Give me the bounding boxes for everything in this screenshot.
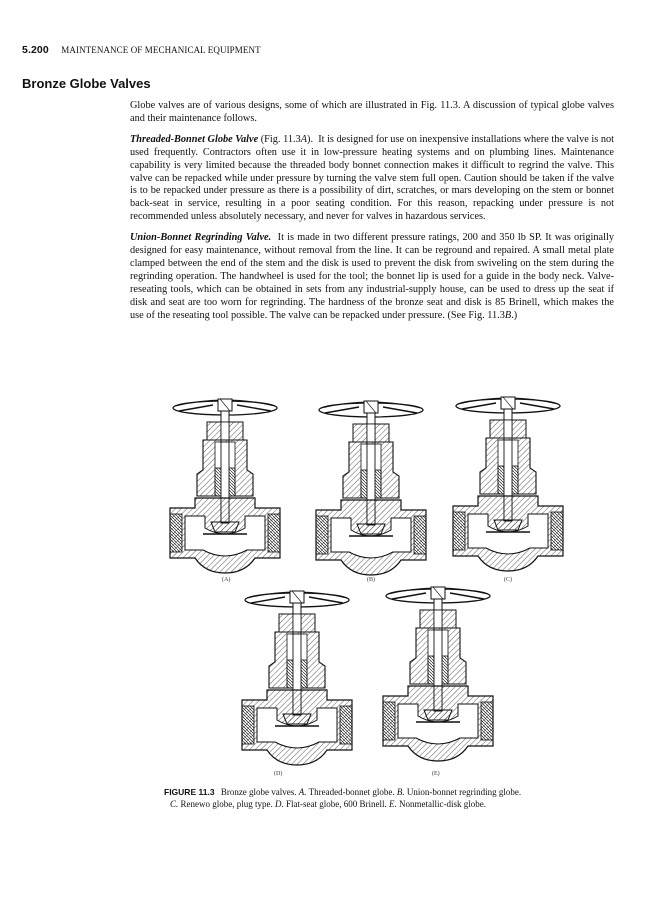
valve-c-drawing — [453, 397, 563, 571]
threaded-bonnet-title: Threaded-Bonnet Globe Valve — [130, 133, 259, 145]
running-header — [22, 44, 261, 56]
union-bonnet-paragraph — [130, 232, 614, 322]
union-bonnet-ref: (See Fig. 11.3B.) — [447, 309, 518, 321]
page-number: 5.200 — [22, 44, 49, 56]
figure-11-3 — [150, 388, 590, 783]
section-heading: Bronze Globe Valves — [22, 76, 151, 91]
figure-label: FIGURE 11.3 — [164, 787, 215, 797]
figure-caption — [164, 787, 604, 810]
valve-b-drawing — [316, 401, 426, 575]
label-c: (C) — [504, 577, 512, 583]
running-title: MAINTENANCE OF MECHANICAL EQUIPMENT — [61, 45, 261, 55]
label-b: (B) — [367, 577, 375, 583]
caption-item: A. Threaded-bonnet globe. — [298, 787, 395, 797]
label-a: (A) — [222, 577, 231, 583]
union-bonnet-title: Union-Bonnet Regrinding Valve. — [130, 232, 272, 244]
caption-lead: Bronze globe valves. — [220, 787, 297, 797]
threaded-bonnet-paragraph — [130, 134, 614, 224]
label-d: (D) — [274, 771, 283, 777]
caption-item: D. Flat-seat globe, 600 Brinell. — [275, 798, 387, 809]
valve-illustrations — [150, 388, 590, 783]
intro-paragraph: Globe valves are of various designs, some of which are illustrated in Fig. 11.3. A discussion of typical globe valves and their maintenance follows. — [130, 100, 614, 124]
threaded-bonnet-text: It is designed for use on inexpensive installations where the valve is not used frequently. Contractors often use it in low-pressure heating systems and on plumbing lines. Maintenance capability is very limited because the threaded body bonnet connection makes it difficult to regrind the valve. This valve can be repacked while under pressure by turning the valve stem full open. Caution should be taken if the valve is to be repacked under pressure as there is a possibility of dirt, scratches, or mars developing on the stem or bonnet back-seat in service, resulting in a poor seating condition. For this reason, repacking under pressure is not recommended unless absolutely necessary, and never for valves in hazardous services. — [130, 133, 615, 223]
caption-item: C. Renewo globe, plug type. — [170, 798, 273, 809]
valve-e-drawing — [383, 587, 493, 761]
union-bonnet-text: It is made in two different pressure ratings, 200 and 350 lb SP. It was originally designed for easy maintenance, without removal from the line. It can be reground and repaired. A small metal plate clamped between the end of the stem and the disk is used to prevent the disk from swiveling on the stem during the regrinding operation. The handwheel is used for the tool; the bonnet lip is used for a guide in the body neck. Valve-reseating tools, which can be obtained in sets from any industrial-supply house, can be used to dress up the seat if disk and seat are too worn for regrinding. The hardness of the bronze seat and disk is 85 Brinell, which makes the use of the reseating tool possible. The valve can be repacked under pressure. — [130, 232, 614, 321]
valve-d-drawing — [242, 591, 352, 765]
body-text — [130, 100, 614, 331]
valve-a-drawing — [170, 399, 280, 573]
caption-item: B. Union-bonnet regrinding globe. — [396, 787, 522, 797]
caption-line-2 — [164, 799, 604, 811]
threaded-bonnet-ref: (Fig. 11.3A). — [260, 133, 314, 145]
label-e: (E) — [432, 771, 440, 777]
caption-item: E. Nonmetallic-disk globe. — [388, 798, 486, 809]
